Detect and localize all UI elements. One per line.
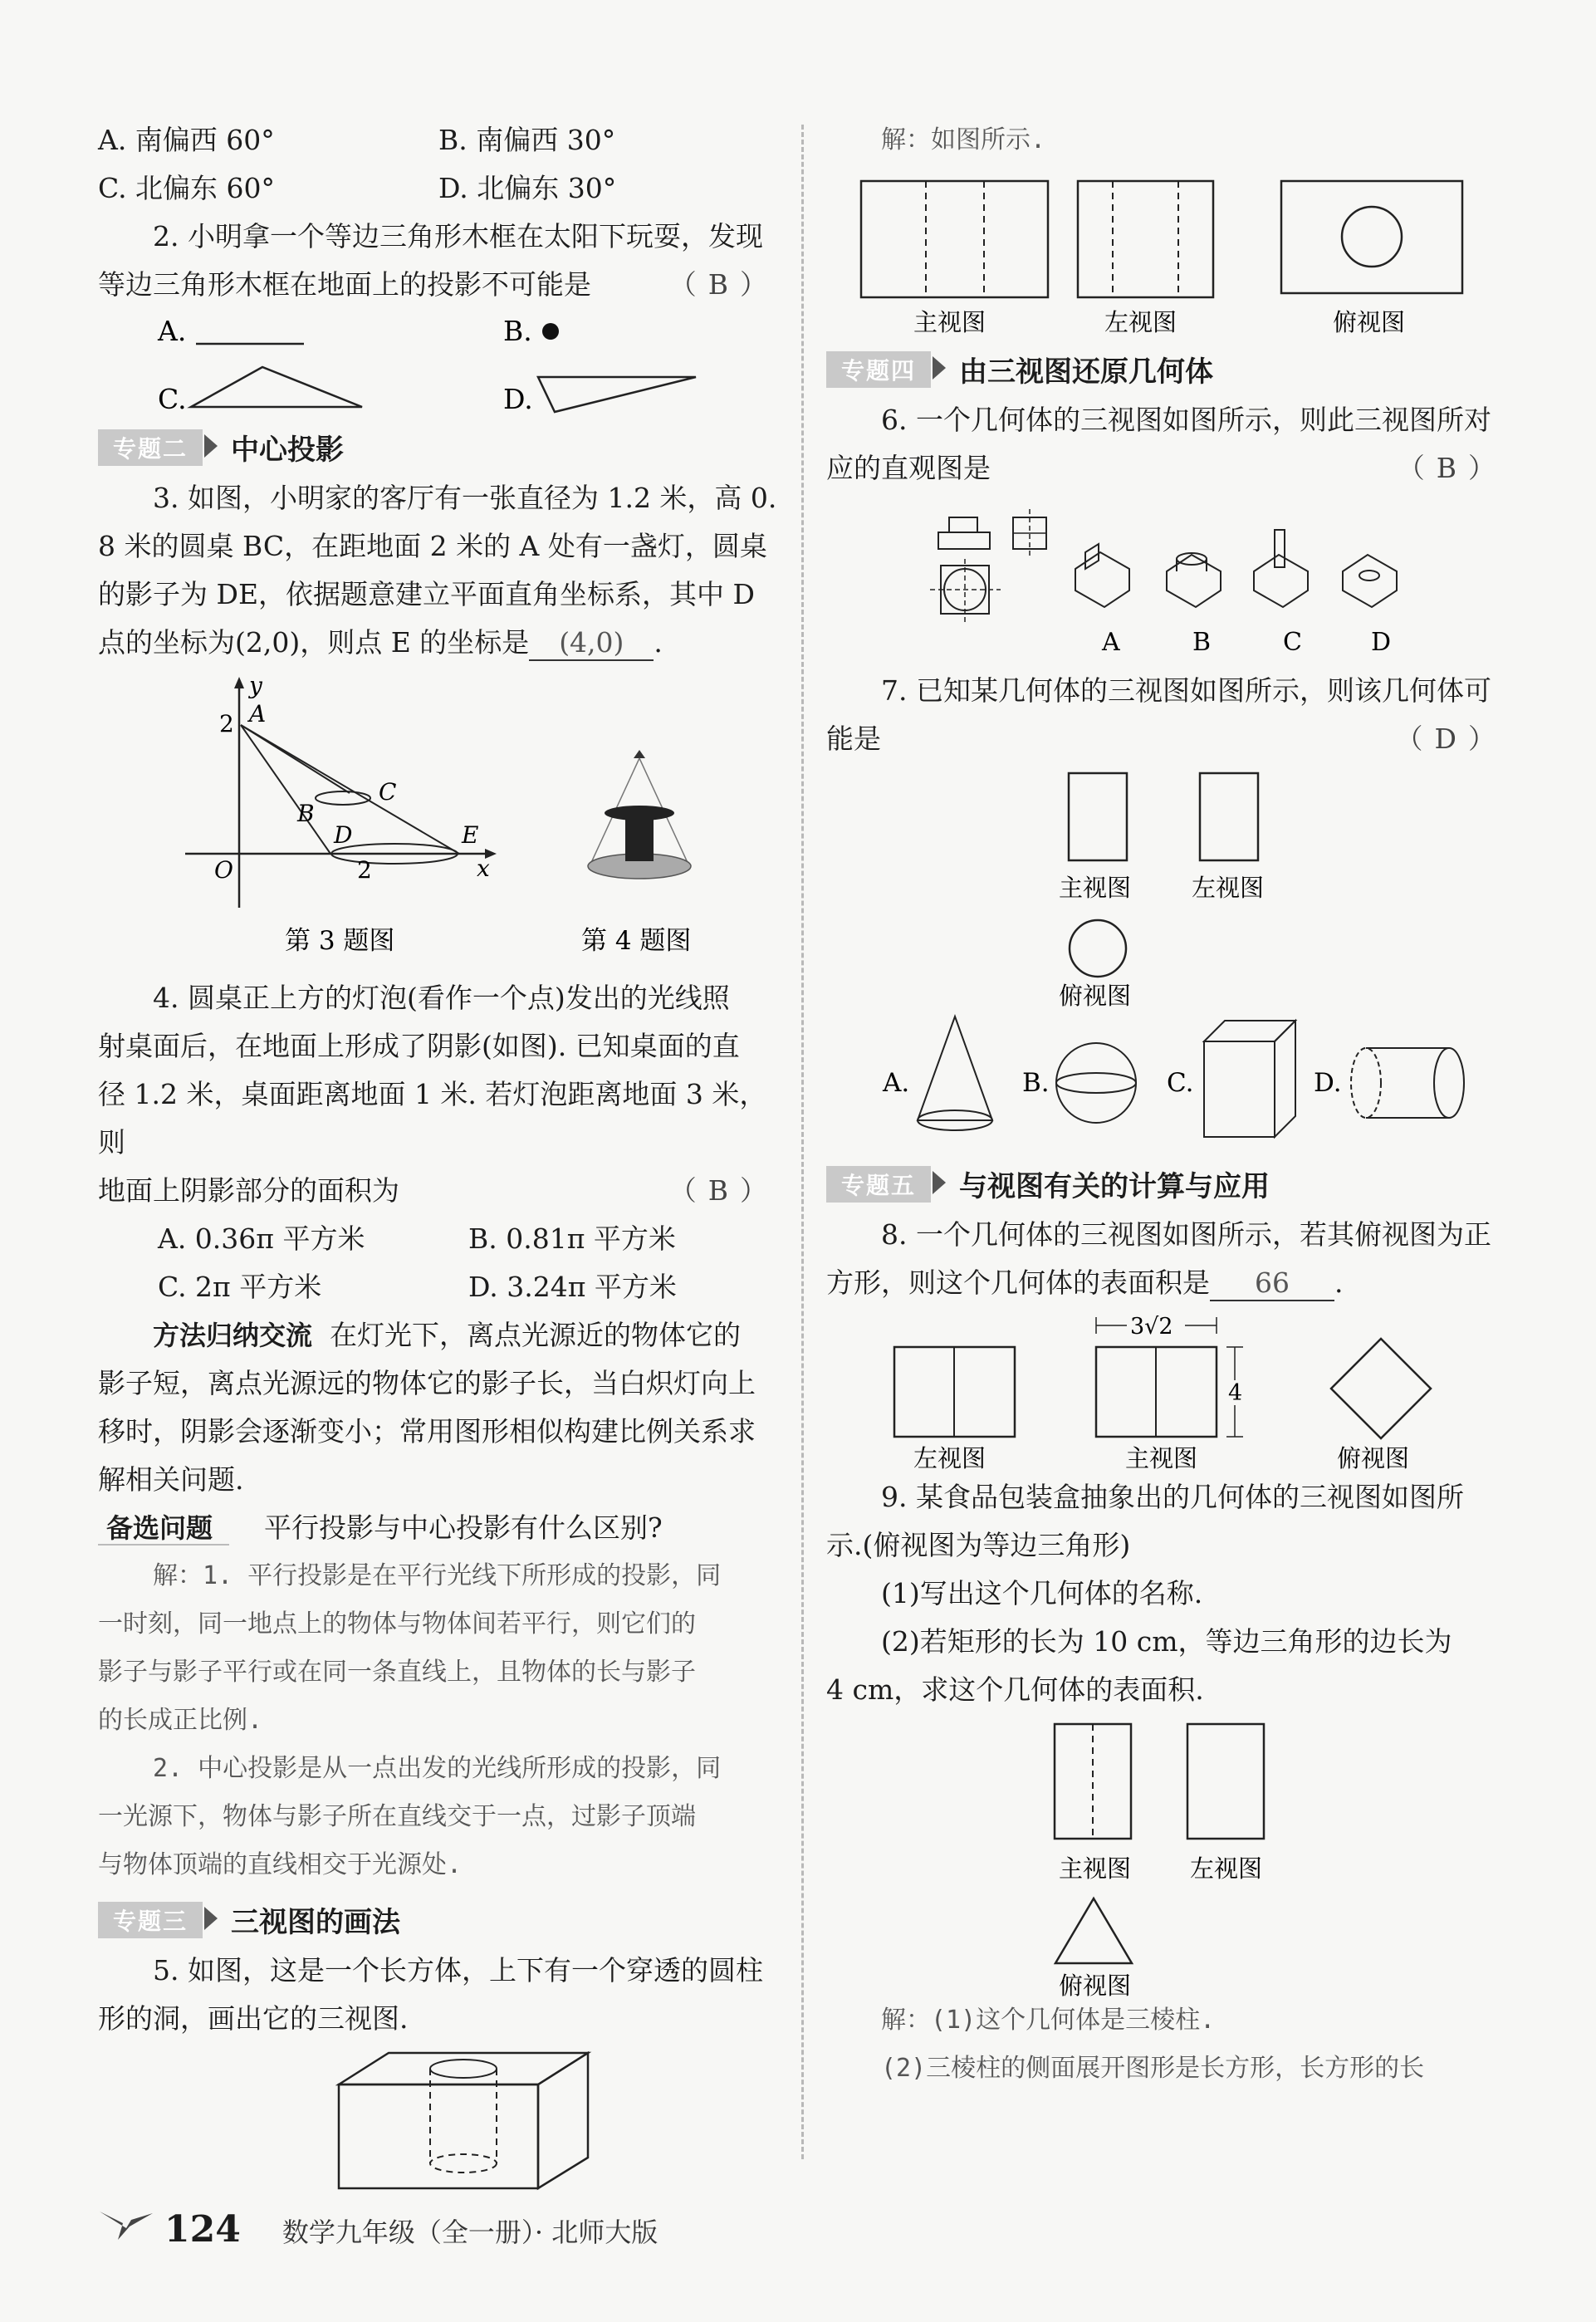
q8-figure xyxy=(826,1307,1507,1473)
q8-label-top: 俯视图 xyxy=(1337,1444,1410,1472)
q6-label-a: A xyxy=(1102,628,1120,657)
q2-label-a: A. xyxy=(158,315,187,347)
q6-option-c-base xyxy=(1254,555,1308,607)
q6-line2 xyxy=(826,444,1507,492)
q6-label-c: C xyxy=(1283,628,1302,657)
q1-option-c: C. 北偏东 60° xyxy=(98,172,276,204)
q9-line3: (1)写出这个几何体的名称. xyxy=(881,1577,1203,1609)
q7-line2 xyxy=(826,715,1507,763)
q7-cylinder-front xyxy=(1434,1048,1464,1118)
q5-box-top xyxy=(339,2053,588,2084)
q7-label-a: A. xyxy=(883,1068,910,1098)
page-number: 124 xyxy=(164,2208,241,2251)
q8-height-label: 4 xyxy=(1228,1380,1243,1406)
q9-left-view xyxy=(1187,1724,1264,1839)
fig3-label-o: O xyxy=(214,856,233,884)
q6-option-a-solid xyxy=(1075,552,1129,607)
q9-line1: 9. 某食品包装盒抽象出的几何体的三视图如图所 xyxy=(881,1481,1464,1513)
section-2-header xyxy=(98,427,779,468)
q5-hole-top xyxy=(430,2060,497,2078)
q8-line1: 8. 一个几何体的三视图如图所示，若其俯视图为正 xyxy=(881,1218,1491,1251)
q4-answer: （B） xyxy=(668,1174,779,1207)
q8-top-view xyxy=(1331,1339,1431,1438)
q4-line4-text: 地面上阴影部分的面积为 xyxy=(98,1174,399,1207)
method-line1 xyxy=(98,1311,779,1359)
q8-line2: 方形，则这个几何体的表面积是 66 . xyxy=(826,1259,1507,1307)
method-text1: 在灯光下，离点光源近的物体它的 xyxy=(330,1319,741,1351)
q7-line1: 7. 已知某几何体的三视图如图所示，则该几何体可 xyxy=(881,674,1491,707)
q9-line5: 4 cm，求这个几何体的表面积. xyxy=(826,1673,1204,1706)
q5-front-view xyxy=(861,181,1048,297)
q9-solution-line2: (2)三棱柱的侧面展开图形是长方形，长方形的长 xyxy=(881,2054,1425,2083)
q5-label-front: 主视图 xyxy=(913,308,986,336)
q5-box-front xyxy=(339,2084,538,2188)
q5-three-views xyxy=(826,164,1507,339)
q5-left-view xyxy=(1078,181,1213,297)
q9-label-front: 主视图 xyxy=(1059,1854,1132,1883)
q4-line3: 径 1.2 米，桌面距离地面 1 米. 若灯泡距离地面 3 米，则 xyxy=(98,1078,767,1159)
section-4-header xyxy=(826,349,1507,389)
q6-option-c-pole xyxy=(1275,530,1285,567)
method-line4: 解相关问题. xyxy=(98,1463,244,1496)
section-4-tag: 专题四 xyxy=(826,351,931,388)
q7-label-d: D. xyxy=(1314,1068,1342,1098)
fig3-label-d: D xyxy=(334,821,353,849)
q1-options-row2 xyxy=(98,164,779,213)
q3-line4-text: 点的坐标为(2,0)，则点 E 的坐标是 xyxy=(98,626,530,659)
q7-label-c: C. xyxy=(1167,1068,1194,1098)
q7-line2-text: 能是 xyxy=(826,723,881,755)
fig4-table-top xyxy=(605,806,674,821)
fig3-label-y: y xyxy=(249,672,262,699)
q7-cylinder-back xyxy=(1351,1048,1381,1118)
q8-label-left: 左视图 xyxy=(913,1444,986,1472)
method-heading: 方法归纳交流 xyxy=(153,1320,313,1351)
q7-sphere-equator xyxy=(1056,1073,1136,1093)
q4-options-row1 xyxy=(98,1215,779,1263)
q8-line2-text: 方形，则这个几何体的表面积是 xyxy=(826,1266,1210,1299)
section-4-title: 由三视图还原几何体 xyxy=(959,355,1214,389)
q3-answer-blank: (4,0) xyxy=(529,626,654,661)
q9-line4: (2)若矩形的长为 10 cm，等边三角形的边长为 xyxy=(881,1625,1452,1658)
q6-label-b: B xyxy=(1192,628,1212,657)
q7-prism-side xyxy=(1275,1021,1295,1137)
q4-line1: 4. 圆桌正上方的灯泡(看作一个点)发出的光线照 xyxy=(153,982,730,1014)
extra-ans1-line3: 影子与影子平行或在同一条直线上，且物体的长与影子 xyxy=(98,1658,696,1687)
q4-option-c: C. 2π 平方米 xyxy=(158,1271,322,1303)
q8-width-label: 3√2 xyxy=(1130,1314,1173,1340)
q2-triangle-c xyxy=(191,367,362,407)
q7-top-view xyxy=(1070,920,1126,977)
section-2-title: 中心投影 xyxy=(231,434,345,467)
q2-line1: 2. 小明拿一个等边三角形木框在太阳下玩耍，发现 xyxy=(153,220,763,252)
fig3-caption: 第 3 题图 xyxy=(285,926,395,956)
section-5-tag: 专题五 xyxy=(826,1166,931,1203)
q1-option-d: D. 北偏东 30° xyxy=(438,172,617,204)
q6-line2-text: 应的直观图是 xyxy=(826,452,991,484)
q4-options-row2 xyxy=(98,1263,779,1311)
q9-solution-line1: 解：(1)这个几何体是三棱柱. xyxy=(881,2006,1216,2035)
method-line2: 影子短，离点光源远的物体它的影子长，当白炽灯向上 xyxy=(98,1367,756,1399)
q5-solution: 解：如图所示. xyxy=(881,125,1046,154)
q7-label-left: 左视图 xyxy=(1192,874,1265,902)
q2-label-c: C. xyxy=(158,383,187,415)
q9-figure xyxy=(826,1714,1507,1996)
extra-ans1-line1: 解：1. 平行投影是在平行光线下所形成的投影，同 xyxy=(153,1561,722,1590)
q6-front-upper xyxy=(949,517,977,532)
fig3-label-b: B xyxy=(297,800,315,827)
fig3-label-2x: 2 xyxy=(357,856,372,884)
q6-option-a-step xyxy=(1085,544,1099,569)
q8-answer-blank: 66 xyxy=(1210,1266,1334,1301)
q5-box-side xyxy=(538,2053,588,2188)
extra-ans2-line1: 2. 中心投影是从一点出发的光线所形成的投影，同 xyxy=(153,1754,722,1783)
q2-line2 xyxy=(98,261,779,309)
q7-front-view xyxy=(1069,773,1127,860)
fig3-label-c: C xyxy=(379,778,397,806)
q8-label-front: 主视图 xyxy=(1125,1444,1198,1472)
right-column xyxy=(826,116,1507,2093)
q2-options-figure xyxy=(98,309,779,417)
fig3-label-e: E xyxy=(462,821,479,849)
q1-option-a: A. 南偏西 60° xyxy=(98,124,275,156)
q6-option-d-hole xyxy=(1359,571,1379,580)
q3-line2: 8 米的圆桌 BC，在距地面 2 米的 A 处有一盏灯，圆桌 xyxy=(98,530,767,562)
q7-label-b: B. xyxy=(1022,1068,1050,1098)
extra-ans1-line4: 的长成正比例. xyxy=(98,1706,263,1735)
section-3-title: 三视图的画法 xyxy=(231,1906,401,1939)
q5-hole-bottom xyxy=(430,2154,497,2173)
bird-logo-icon xyxy=(98,2205,154,2241)
q3-line4: 点的坐标为(2,0)，则点 E 的坐标是 (4,0) . xyxy=(98,619,779,667)
method-line3: 移时，阴影会逐渐变小；常用图形相似构建比例关系求 xyxy=(98,1415,756,1448)
q6-front-lower xyxy=(938,532,990,549)
q4-option-d: D. 3.24π 平方米 xyxy=(468,1271,677,1303)
q6-label-d: D xyxy=(1371,628,1392,657)
section-2-tag: 专题二 xyxy=(98,429,203,466)
q1-option-b: B. 南偏西 30° xyxy=(438,124,616,156)
q7-answer: （D） xyxy=(1395,723,1507,755)
extra-question: 平行投影与中心投影有什么区别? xyxy=(263,1511,663,1544)
q2-answer: （B） xyxy=(668,268,779,301)
q3-line1: 3. 如图，小明家的客厅有一张直径为 1.2 米，高 0. xyxy=(153,482,777,514)
left-column xyxy=(98,116,779,2234)
q2-dot-shape xyxy=(542,323,559,340)
q5-label-top: 俯视图 xyxy=(1333,308,1406,336)
q4-line4 xyxy=(98,1167,779,1215)
q9-label-top: 俯视图 xyxy=(1059,1972,1132,1996)
q9-label-left: 左视图 xyxy=(1190,1854,1263,1883)
q9-line2: 示.(俯视图为等边三角形) xyxy=(826,1529,1131,1561)
q1-options-row1 xyxy=(98,116,779,164)
q2-label-d: D. xyxy=(503,383,533,415)
page-footer xyxy=(98,2205,658,2251)
fig3-fig4-figure xyxy=(98,667,779,974)
fig4-caption: 第 4 题图 xyxy=(581,926,692,956)
q5-top-view-circle xyxy=(1342,207,1402,267)
q6-answer: （B） xyxy=(1397,452,1507,484)
q7-label-front: 主视图 xyxy=(1059,874,1132,902)
extra-heading: 备选问题 xyxy=(98,1512,229,1546)
q7-left-view xyxy=(1200,773,1258,860)
q7-cone xyxy=(918,1016,992,1120)
fig3-ray-to-d xyxy=(241,725,330,854)
column-divider xyxy=(801,125,804,2159)
q7-label-top: 俯视图 xyxy=(1059,982,1132,1010)
extra-ans2-line3: 与物体顶端的直线相交于光源处. xyxy=(98,1850,463,1879)
q7-prism-front xyxy=(1204,1041,1275,1137)
q9-top-view xyxy=(1055,1898,1132,1963)
extra-question-line xyxy=(98,1504,779,1552)
q5-line1: 5. 如图，这是一个长方体，上下有一个穿透的圆柱 xyxy=(153,1954,763,1986)
section-3-header xyxy=(98,1899,779,1940)
q5-top-view xyxy=(1281,181,1462,293)
q7-figure xyxy=(826,763,1507,1154)
q7-prism-top xyxy=(1204,1021,1295,1041)
fig3-label-2y: 2 xyxy=(219,710,234,737)
q4-line2: 射桌面后，在地面上形成了阴影(如图). 已知桌面的直 xyxy=(98,1030,740,1062)
q6-line1: 6. 一个几何体的三视图如图所示，则此三视图所对 xyxy=(881,404,1491,436)
book-title: 数学九年级（全一册）· 北师大版 xyxy=(282,2217,658,2248)
q3-line3: 的影子为 DE，依据题意建立平面直角坐标系，其中 D xyxy=(98,578,755,610)
extra-ans1-line2: 一时刻，同一地点上的物体与物体间若平行，则它们的 xyxy=(98,1609,696,1639)
q2-label-b: B. xyxy=(503,315,532,347)
fig3-table-ellipse xyxy=(316,791,370,805)
q6-figure xyxy=(826,492,1507,667)
q5-label-left: 左视图 xyxy=(1104,308,1177,336)
section-3-tag: 专题三 xyxy=(98,1902,203,1938)
q5-line2: 形的洞，画出它的三视图. xyxy=(98,2002,409,2035)
fig3-label-a: A xyxy=(249,700,267,727)
q4-option-b: B. 0.81π 平方米 xyxy=(468,1222,676,1255)
fig3-label-x: x xyxy=(477,855,490,882)
q6-option-b-base xyxy=(1167,555,1221,607)
section-5-header xyxy=(826,1163,1507,1204)
extra-ans2-line2: 一光源下，物体与影子所在直线交于一点，过影子顶端 xyxy=(98,1802,696,1831)
q2-text: 等边三角形木框在地面上的投影不可能是 xyxy=(98,268,591,301)
q4-option-a: A. 0.36π 平方米 xyxy=(158,1222,365,1255)
q2-triangle-d xyxy=(538,377,696,412)
fig3-y-arrow xyxy=(234,677,244,688)
fig4-bulb xyxy=(634,750,645,758)
q7-sphere xyxy=(1056,1043,1136,1123)
section-5-title: 与视图有关的计算与应用 xyxy=(959,1170,1270,1203)
